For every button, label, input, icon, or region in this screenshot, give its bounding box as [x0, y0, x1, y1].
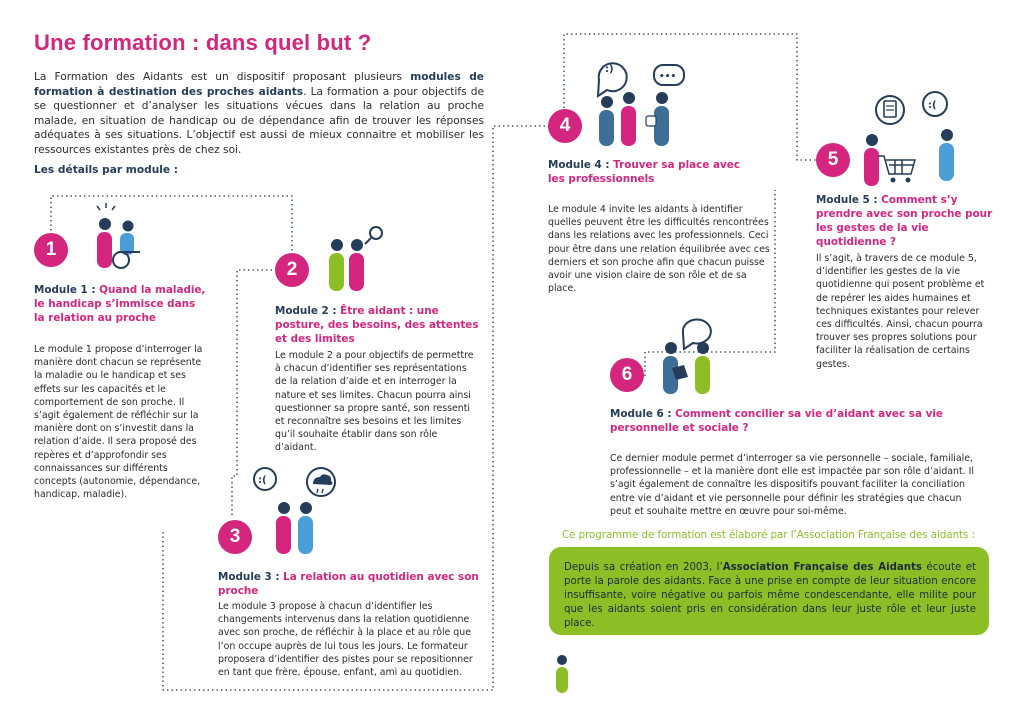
page-title: Une formation : dans quel but ? [34, 30, 372, 55]
module-5-number-badge: 5 [816, 143, 850, 177]
module-3-number-badge: 3 [218, 520, 252, 554]
module-6-number-badge: 6 [610, 358, 644, 392]
module-4-body: Le module 4 invite les aidants à identifier quelles peuvent être les difficultés rencontrées dans les relations avec les professionnels. Ceci pour être dans une relation équilibrée avec ces derniers et son proche afin que chacun puisse avoir une vision claire de son rôle et de sa place. [548, 204, 770, 295]
module-2-number-badge: 2 [275, 253, 309, 287]
intro-emphasis: modules de formation à destination des proches aidants [34, 71, 484, 98]
module-3-body: Le module 3 propose à chacun d’identifier les changements intervenus dans la relation quotidienne avec son proche, de réfléchir à la place et au rôle que l’on occupe auprès de lui tous les jours. Le formateur proposera d’identifier des pistes pour se repositionner en tant que frère, épouse, enfant, ami au quotidien. [218, 601, 473, 679]
svg-text::(: :( [258, 475, 267, 486]
module-3-title: Module 3 : La relation au quotidien avec son proche [218, 571, 479, 597]
module-6-title: Module 6 : Comment concilier sa vie d’aidant avec sa vie personnelle et sociale ? [610, 408, 943, 434]
callout-figure-icon [556, 655, 568, 693]
module-4-title: Module 4 : Trouver sa place avec les professionnels [548, 159, 740, 185]
module-2-figures-icon [329, 227, 382, 291]
details-label: Les détails par module : [34, 164, 178, 176]
svg-text::): :) [605, 64, 614, 75]
association-name: Association Française des Aidants [722, 562, 922, 573]
module-4-figures-icon [598, 63, 684, 146]
intro-paragraph: La Formation des Aidants est un dispositif proposant plusieurs modules de formation à destination des proches aidants. La formation a pour objectifs de se questionner et d’analyser les situations vécues dans la relation au proche malade, en situation de handicap ou de dépendance afin de trouver les réponses adéquates à ses situations. L’objectif est aussi de mieux connaitre et mobiliser les ressources existantes près de chez soi. [34, 71, 484, 156]
callout-text: Depuis sa création en 2003, l’Association Française des Aidants écoute et porte la parole des aidants. Face à une prise en compte de leur situation encore insuffisante, voire négative ou parfois même condescendante, elle milite pour que les aidants soient pris en considération dans leur juste rôle et leur juste place. [564, 562, 977, 629]
module-5-figures-icon [864, 92, 954, 186]
module-1-body: Le module 1 propose d’interroger la manière dont chacun se représente la maladie ou le handicap et ses effets sur les capacités et le comportement de son proche. Il s’agit également de réfléchir sur la manière dont on s’investit dans la relation d’aide. Il sera proposé des repères et d’approfondir ses connaissances sur différents concepts (autonomie, dépendance, handicap, maladie). [34, 344, 203, 501]
module-6-figures-icon [663, 319, 711, 394]
callout-heading: Ce programme de formation est élaboré par l’Association Française des aidants : [562, 530, 976, 541]
module-1-number-badge: 1 [34, 233, 68, 267]
module-1-title: Module 1 : Quand la maladie, le handicap s’immisce dans la relation au proche [34, 284, 206, 324]
svg-text::(: :( [928, 100, 937, 111]
module-5-title: Module 5 : Comment s’y prendre avec son proche pour les gestes de la vie quotidienne ? [816, 194, 993, 248]
module-5-body: Il s’agit, à travers de ce module 5, d’identifier les gestes de la vie quotidienne qui posent problème et de repérer les aides humaines et techniques existantes pour relever ces difficultés. Ainsi, chacun pourra trouver ses propres solutions pour faciliter la réalisation de certains gestes. [816, 253, 985, 370]
module-6-body: Ce dernier module permet d’interroger sa vie personnelle – sociale, familiale, professionnelle – et la manière dont elle est impactée par son rôle d’aidant. Il s’agit également de connaître les dispositifs pouvant faciliter la conciliation entre vie d’aidant et vie personnelle pour définir les stratégies que chacun peut et souhaite mettre en œuvre pour soi-même. [610, 453, 974, 517]
module-4-number-badge: 4 [548, 109, 582, 143]
module-2-body: Le module 2 a pour objectifs de permettre à chacun d’identifier ses représentations de la relation d’aide et en interroger la nature et ses limites. Chacun pourra ainsi questionner sa propre santé, son ressenti et reconnaître ses besoins et les limites qu’il souhaite établir dans son rôle d’aidant. [275, 350, 474, 454]
module-1-figures-icon [97, 203, 140, 268]
svg-text:•••: ••• [659, 72, 677, 82]
module-2-title: Module 2 : Être aidant : une posture, des besoins, des attentes et des limites [275, 305, 479, 345]
module-3-figures-icon [254, 468, 335, 554]
